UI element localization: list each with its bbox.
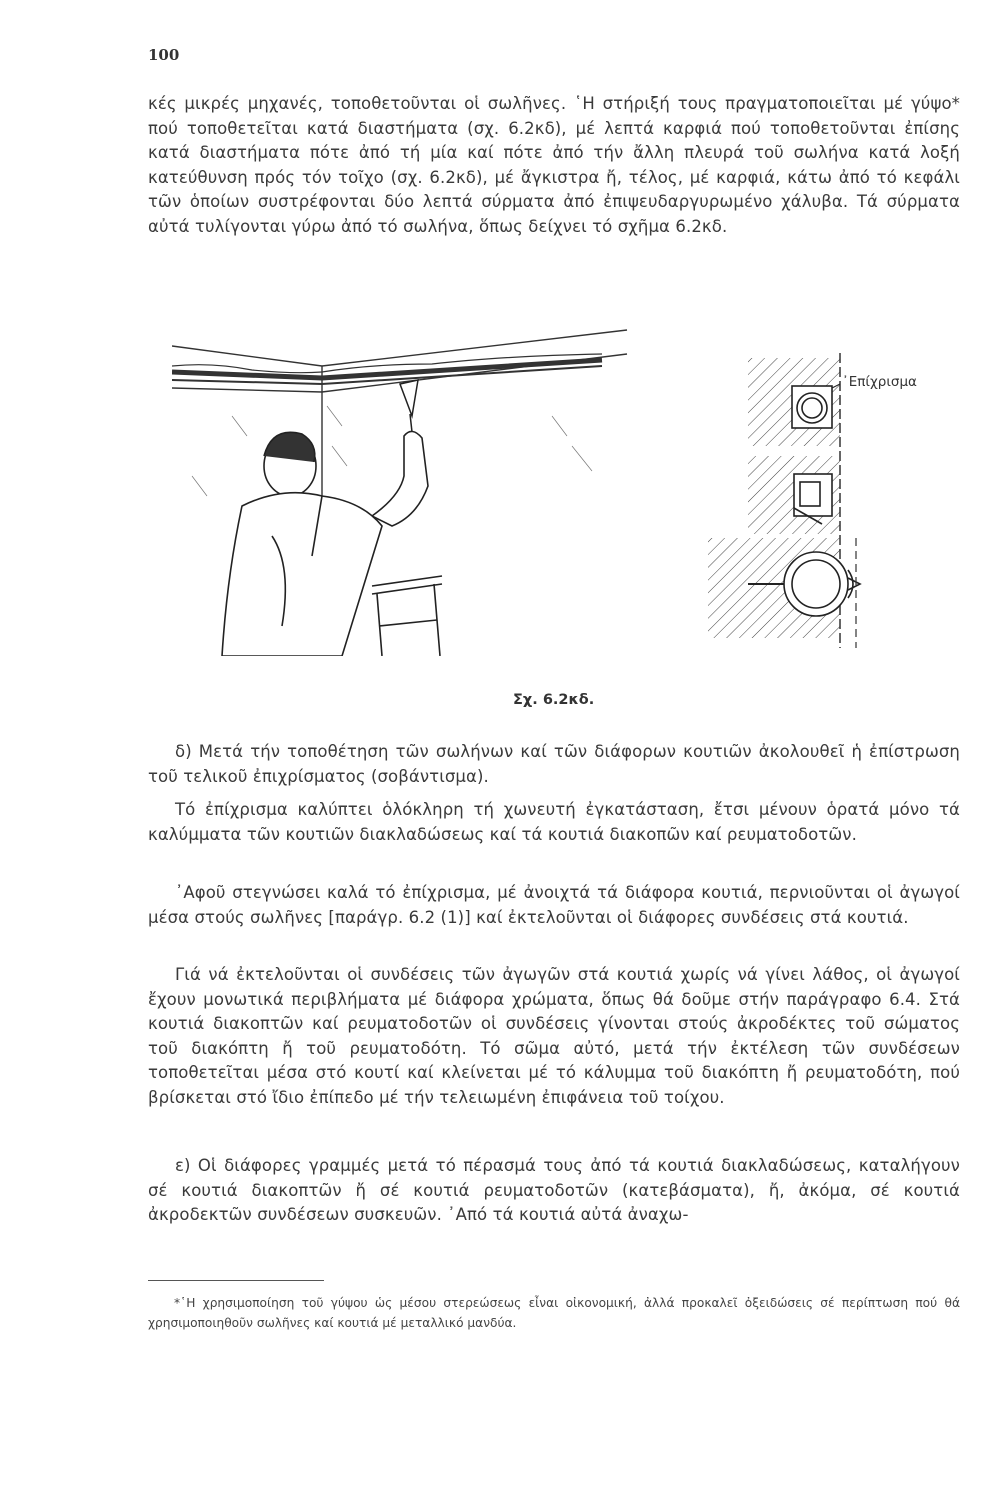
paragraph-delta: δ) Μετά τήν τοποθέτηση τῶν σωλήνων καί τῶν διάφορων κουτιῶν ἀκολουθεῖ ἡ ἐπίστρωση τοῦ τελικοῦ ἐπιχρίσματος (σοβάντισμα). — [148, 742, 960, 786]
figure-caption: Σχ. 6.2κδ. — [513, 692, 595, 708]
paragraph-cover: Τό ἐπίχρισμα καλύπτει ὁλόκληρη τή χωνευτή ἐγκατάσταση, ἔτσι μένουν ὁρατά μόνο τά καλύμματα τῶν κουτιῶν διακλαδώσεως καί τά κουτιά διακοπῶν καί ρευματοδοτῶν. — [148, 800, 960, 844]
footnote: *῾Η χρησιμοποίηση τοῦ γύψου ὡς μέσου στερεώσεως εἶναι οἰκονομική, ἀλλά προκαλεῖ ὀξειδώσεις σέ περίπτωση πού θά χρησιμοποιηθοῦν σωλῆνες καί κουτιά μέ μεταλλικό μανδύα. — [148, 1296, 960, 1330]
paragraph-after-drying: ᾿Αφοῦ στεγνώσει καλά τό ἐπίχρισμα, μέ ἀνοιχτά τά διάφορα κουτιά, περνιοῦνται οἱ ἀγωγοί μέσα στούς σωλῆνες [παράγρ. 6.2 (1)] καί ἐκτελοῦνται οἱ διάφορες συνδέσεις στά κουτιά. — [148, 883, 960, 927]
illustration-worker-plastering — [172, 326, 632, 656]
paragraph-intro: κές μικρές μηχανές, τοποθετοῦνται οἱ σωλῆνες. ῾Η στήριξή τους πραγματοποιεῖται μέ γύψο* πού τοποθετεῖται κατά διαστήματα (σχ. 6.2κδ), μέ λεπτά καρφιά πού τοποθετοῦνται ἐπίσης κατά διαστήματα πότε ἀπό τή μία καί πότε ἀπό τήν ἄλλη πλευρά τοῦ σωλήνα κατά λοξή κατεύθυνση πρός τόν τοῖχο (σχ. 6.2κδ), μέ ἄγκιστρα ἤ, τέλος, μέ καρφιά, κάτω ἀπό τό κεφάλι τῶν ὁποίων συστρέφονται δύο λεπτά σύρματα ἀπό ἐπιψευδαργυρωμένο χάλυβα. Τά σύρματα αὐτά τυλίγονται γύρω ἀπό τό σωλήνα, ὅπως δείχνει τό σχῆμα 6.2κδ. — [148, 94, 960, 236]
page-number: 100 — [148, 46, 180, 64]
worker-figure — [222, 431, 428, 656]
ladder-icon — [372, 576, 442, 656]
conduit-section-nails — [794, 474, 832, 524]
illustration-conduit-sections — [698, 348, 930, 668]
paragraph-connections: Γιά νά ἐκτελοῦνται οἱ συνδέσεις τῶν ἀγωγῶν στά κουτιά χωρίς νά γίνει λάθος, οἱ ἀγωγοί ἔχουν μονωτικά περιβλήματα μέ διάφορα χρώματα, ὅπως θά δοῦμε στήν παράγραφο 6.4. Στά κουτιά διακοπτῶν καί ρευματοδοτῶν οἱ συνδέσεις γίνονται στούς ἀκροδέκτες τοῦ σώματος τοῦ διακόπτη ἤ τοῦ ρευματοδότη. Τό σῶμα αὐτό, μετά τήν ἐκτέλεση τῶν συνδέσεων τοποθετεῖται μέσα στό κουτί καί κλείνεται μέ τό κάλυμμα τοῦ διακόπτη ἤ ρευματοδότη, πού βρίσκεται στό ἴδιο ἐπίπεδο μέ τήν τελειωμένη ἐπιφάνεια τοῦ τοίχου. — [148, 965, 960, 1107]
trowel-icon — [400, 380, 418, 432]
plaster-label: ᾿Επίχρισμα — [842, 374, 917, 390]
footnote-divider — [148, 1280, 324, 1281]
conduit-section-gypsum — [792, 386, 832, 428]
paragraph-epsilon: ε) Οἱ διάφορες γραμμές μετά τό πέρασμά τους ἀπό τά κουτιά διακλαδώσεως, καταλήγουν σέ κουτιά διακοπτῶν ἤ σέ κουτιά ρευματοδοτῶν (κατεβάσματα), ἤ, ἀκόμα, σέ κουτιά ἀκροδεκτῶν συνδέσεων συσκευῶν. ᾿Από τά κουτιά αὐτά ἀναχω- — [148, 1156, 960, 1225]
